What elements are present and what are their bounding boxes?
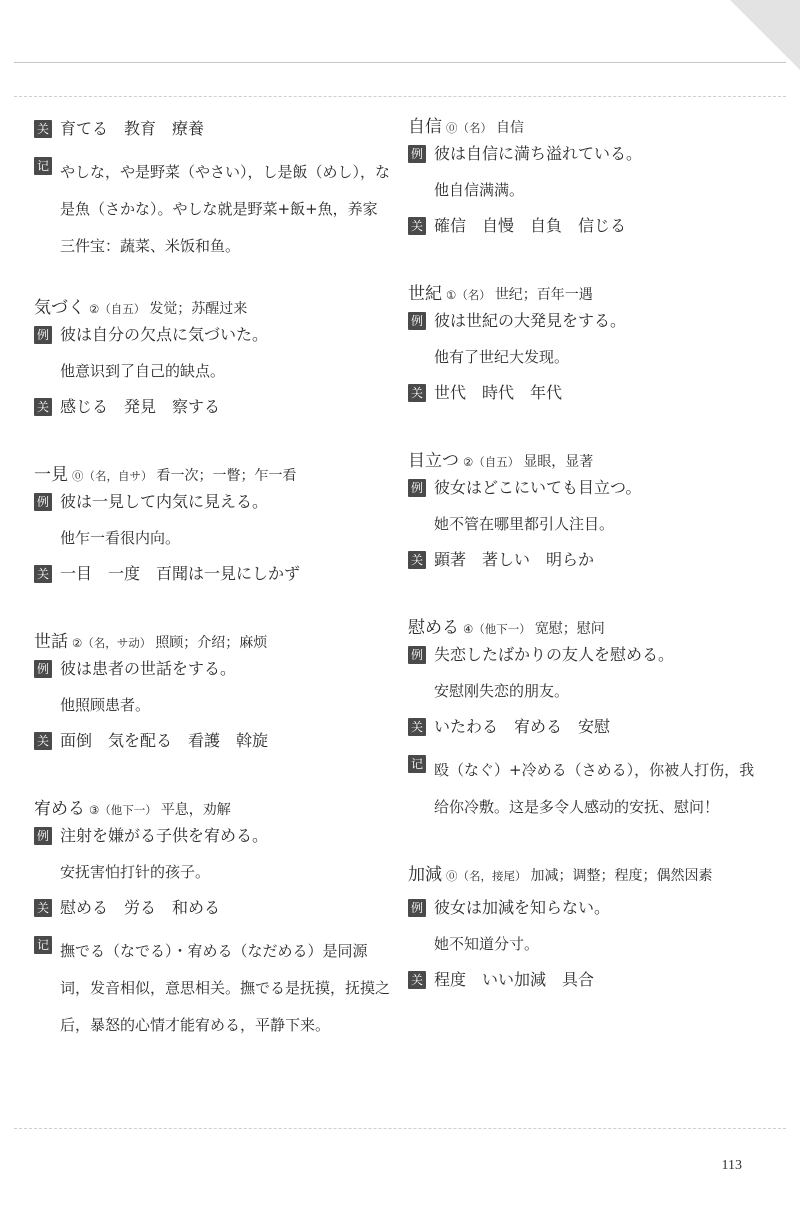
headword: 目立つ: [408, 451, 459, 471]
left-column: [34, 118, 394, 1078]
translation: 安抚害怕打针的孩子。: [60, 863, 211, 881]
example-tag: 例: [408, 312, 426, 330]
gloss: 世纪；百年一遇: [494, 287, 593, 303]
related-line: [34, 897, 394, 933]
related-words: 確信 自慢 自負 信じる: [434, 216, 627, 235]
entry-headline: [408, 619, 768, 638]
example-tag: 例: [34, 493, 52, 511]
entry-medatsu: [408, 452, 768, 585]
example-line: [34, 825, 394, 861]
related-tag: 关: [34, 120, 52, 138]
example-sentence: 彼は患者の世話をする。: [60, 659, 237, 678]
note-text: 撫でる（なでる）・宥める（なだめる）是同源词，发音相似，意思相关。撫でる是抚摸，抚摸之后，暴怒的心情才能宥める，平静下来。: [60, 942, 391, 1034]
related-words: いたわる 宥める 安慰: [434, 717, 611, 736]
example-sentence: 彼は自信に満ち溢れている。: [434, 144, 643, 163]
headword: 世紀: [408, 284, 442, 304]
example-sentence: 彼女はどこにいても目立つ。: [434, 478, 642, 497]
example-tag: 例: [408, 145, 426, 163]
headword: 自信: [408, 117, 442, 137]
related-line: [408, 215, 768, 251]
example-line: [34, 658, 394, 694]
gloss: 看一次；一瞥；乍一看: [156, 468, 297, 484]
example-sentence: 彼は自分の欠点に気づいた。: [60, 325, 269, 344]
headword: 加減: [408, 865, 442, 885]
related-words: 面倒 気を配る 看護 斡旋: [60, 731, 269, 750]
example-line: [408, 143, 768, 179]
headword: 世話: [34, 632, 68, 652]
entry-yashinau-tail: [34, 118, 394, 265]
translation: 她不管在哪里都引人注目。: [434, 515, 615, 533]
translation: 她不知道分寸。: [434, 935, 540, 953]
page-number: 113: [721, 1158, 742, 1173]
example-sentence: 彼は世紀の大発見をする。: [434, 311, 627, 330]
part-of-speech: ③（他下一）: [89, 803, 157, 817]
entry-nagusameru: [408, 619, 768, 826]
gloss: 加减；调整；程度；偶然因素: [530, 868, 713, 884]
entry-sewa: [34, 633, 394, 766]
example-sentence: 彼女は加減を知らない。: [434, 898, 611, 917]
part-of-speech: ⓪（名，自サ）: [72, 469, 153, 483]
note-tag: 记: [408, 755, 426, 773]
related-words: 世代 時代 年代: [434, 383, 563, 402]
note-text: 殴（なぐ）+冷める（さめる），你被人打伤，我给你冷敷。这是多令人感动的安抚、慰问！: [434, 761, 755, 816]
related-tag: 关: [408, 384, 426, 402]
entry-jishin: [408, 118, 768, 251]
example-tag: 例: [34, 827, 52, 845]
entry-nadameru: [34, 800, 394, 1044]
right-column: [408, 118, 768, 1039]
example-line: [408, 644, 768, 680]
related-tag: 关: [34, 565, 52, 583]
headword: 気づく: [34, 298, 85, 318]
related-line: [408, 549, 768, 585]
gloss: 自信: [496, 120, 524, 136]
example-sentence: 注射を嫌がる子供を宥める。: [60, 826, 269, 845]
entry-headline: [34, 299, 394, 318]
example-tag: 例: [408, 899, 426, 917]
part-of-speech: ⓪（名）: [446, 121, 492, 135]
related-words: 育てる 教育 療養: [60, 119, 205, 138]
example-tag: 例: [34, 660, 52, 678]
part-of-speech: ②（自五）: [89, 302, 146, 316]
note-line: [408, 752, 768, 826]
headword: 一見: [34, 465, 68, 485]
related-line: [34, 396, 394, 432]
related-tag: 关: [408, 551, 426, 569]
part-of-speech: ①（名）: [446, 288, 491, 302]
bottom-dashed-divider: [14, 1128, 786, 1129]
entry-ikken: [34, 466, 394, 599]
related-tag: 关: [34, 899, 52, 917]
page-corner-fold: [730, 0, 800, 70]
related-tag: 关: [408, 718, 426, 736]
related-words: 一目 一度 百聞は一見にしかず: [60, 564, 301, 583]
example-tag: 例: [408, 479, 426, 497]
entry-kagen: [408, 860, 768, 1005]
part-of-speech: ②（名，サ动）: [72, 636, 152, 650]
gloss: 照顾；介绍；麻烦: [155, 635, 268, 651]
note-line: [34, 933, 394, 1044]
related-line: [408, 716, 768, 752]
gloss: 发觉；苏醒过来: [149, 301, 248, 317]
related-tag: 关: [34, 398, 52, 416]
related-words: 感じる 発見 察する: [60, 397, 221, 416]
translation: 他有了世纪大发现。: [434, 348, 570, 366]
example-line: [34, 491, 394, 527]
example-tag: 例: [34, 326, 52, 344]
example-line: [408, 477, 768, 513]
entry-headline: [408, 285, 768, 304]
example-sentence: 失恋したばかりの友人を慰める。: [434, 645, 675, 664]
part-of-speech: ④（他下一）: [463, 622, 531, 636]
related-tag: 关: [408, 971, 426, 989]
headword: 宥める: [34, 799, 85, 819]
related-line: [408, 382, 768, 418]
gloss: 宽慰；慰问: [534, 621, 605, 637]
entry-headline: [34, 466, 394, 485]
part-of-speech: ②（自五）: [463, 455, 520, 469]
gloss: 显眼，显著: [523, 454, 594, 470]
related-line: [34, 118, 394, 154]
example-line: [408, 897, 768, 933]
entry-headline: [408, 860, 768, 891]
translation: 他乍一看很内向。: [60, 529, 181, 547]
related-tag: 关: [408, 217, 426, 235]
part-of-speech: ⓪（名，接尾）: [446, 869, 527, 883]
example-sentence: 彼は一見して内気に見える。: [60, 492, 269, 511]
entry-headline: [408, 118, 768, 137]
related-line: [408, 969, 768, 1005]
gloss: 平息，劝解: [160, 802, 231, 818]
top-rule: [14, 62, 786, 63]
translation: 他意识到了自己的缺点。: [60, 362, 226, 380]
note-tag: 记: [34, 936, 52, 954]
related-words: 程度 いい加減 具合: [434, 970, 595, 989]
related-words: 顕著 著しい 明らか: [434, 550, 595, 569]
example-tag: 例: [408, 646, 426, 664]
note-line: [34, 154, 394, 265]
related-line: [34, 730, 394, 766]
entry-headline: [34, 800, 394, 819]
entry-headline: [34, 633, 394, 652]
top-dashed-divider: [14, 96, 786, 97]
example-line: [34, 324, 394, 360]
entry-headline: [408, 452, 768, 471]
related-tag: 关: [34, 732, 52, 750]
entry-seiki: [408, 285, 768, 418]
entry-kizuku: [34, 299, 394, 432]
translation: 他自信满满。: [434, 181, 525, 199]
note-text: やしな，や是野菜（やさい），し是飯（めし），な是魚（さかな）。やしな就是野菜+飯+魚，养家三件宝：蔬菜、米饭和鱼。: [60, 163, 391, 255]
headword: 慰める: [408, 618, 459, 638]
related-line: [34, 563, 394, 599]
translation: 安慰刚失恋的朋友。: [434, 682, 570, 700]
translation: 他照顾患者。: [60, 696, 151, 714]
note-tag: 记: [34, 157, 52, 175]
related-words: 慰める 労る 和める: [60, 898, 221, 917]
example-line: [408, 310, 768, 346]
